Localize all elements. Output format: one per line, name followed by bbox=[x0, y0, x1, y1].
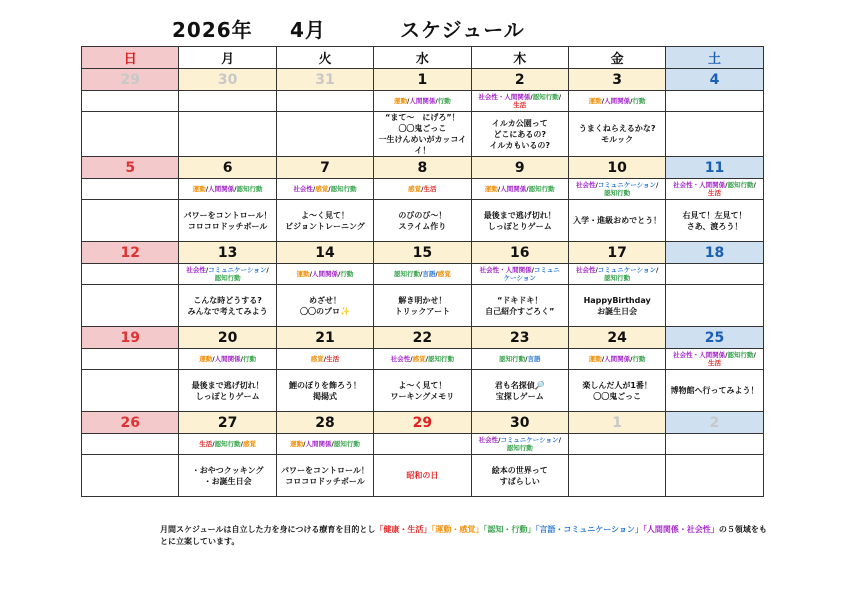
activity-line: 自己紹介すごろく” bbox=[485, 306, 555, 316]
activity-line: 解き明かせ！ bbox=[398, 295, 447, 305]
day-activity bbox=[666, 370, 763, 412]
domain-tag: / bbox=[725, 181, 728, 189]
day-domain-tags bbox=[374, 434, 471, 455]
domain-tag: / bbox=[337, 270, 341, 278]
day-domain-tags bbox=[666, 179, 763, 200]
day-activity bbox=[179, 285, 276, 327]
date-row bbox=[82, 327, 764, 349]
domain-tag: / bbox=[531, 266, 534, 274]
day-domain-tags bbox=[471, 434, 568, 455]
domain-tag: 社会性 bbox=[478, 436, 499, 444]
day-number: 3 bbox=[568, 69, 665, 91]
domain-tag: / bbox=[406, 97, 410, 105]
domain-tag: 社会性・人間関係 bbox=[673, 351, 726, 359]
activity-line: HappyBirthday bbox=[583, 295, 651, 305]
date-row bbox=[82, 157, 764, 179]
domain-tag: / bbox=[303, 440, 306, 448]
day-activity bbox=[82, 285, 179, 327]
activity-line: さあ、渡ろう！ bbox=[686, 221, 743, 231]
activity-line: 鯉のぼりを飾ろう！ bbox=[288, 380, 361, 390]
domain-tag: 「認知・行動」 bbox=[483, 525, 536, 534]
day-activity bbox=[374, 112, 471, 157]
domain-tag: 認知行動 bbox=[330, 185, 357, 193]
domain-tag: / bbox=[328, 185, 331, 193]
domain-tag: 感覚 bbox=[408, 185, 422, 193]
day-activity bbox=[374, 370, 471, 412]
domain-tag: 行動 bbox=[340, 270, 354, 278]
activity-row bbox=[82, 112, 764, 157]
weekday-header: 土 bbox=[666, 47, 763, 69]
domain-tag: / bbox=[421, 185, 424, 193]
domain-tag: / bbox=[323, 355, 327, 363]
schedule-calendar bbox=[81, 46, 764, 497]
day-number: 15 bbox=[374, 242, 471, 264]
day-activity bbox=[568, 112, 665, 157]
activity-line: ワーキングメモリ bbox=[390, 391, 455, 401]
domain-tag: 感覚 bbox=[437, 270, 451, 278]
domain-tag: 感覚 bbox=[242, 440, 256, 448]
domain-tag: / bbox=[558, 436, 561, 444]
domain-tag: 生活 bbox=[708, 189, 722, 197]
day-domain-tags bbox=[82, 91, 179, 112]
domain-tag: / bbox=[497, 185, 501, 193]
domain-tag: / bbox=[410, 355, 413, 363]
tags-row bbox=[82, 349, 764, 370]
domain-tag: コミュニケーション bbox=[208, 266, 267, 274]
domain-tag: 生活 bbox=[199, 440, 213, 448]
domain-tag: 人間関係 bbox=[409, 97, 436, 105]
domain-tag: 社会性 bbox=[186, 266, 206, 274]
day-domain-tags bbox=[666, 434, 763, 455]
activity-line: こんな時どうする? bbox=[193, 295, 262, 305]
activity-line: みんなで考えてみよう bbox=[187, 306, 268, 316]
day-number: 8 bbox=[374, 157, 471, 179]
activity-line: 一生けんめいがカッコイイ！ bbox=[378, 135, 467, 155]
day-domain-tags bbox=[276, 349, 373, 370]
domain-tag: 「言語・コミュニケーション」 bbox=[535, 525, 643, 534]
activity-line: トリックアート bbox=[394, 306, 451, 316]
activity-line: 昭和の日 bbox=[406, 471, 439, 480]
activity-line: のびのび～！ bbox=[398, 210, 447, 220]
domain-tag: 社会性 bbox=[575, 266, 596, 274]
day-number: 23 bbox=[471, 327, 568, 349]
domain-tag: 運動 bbox=[199, 355, 213, 363]
day-number: 14 bbox=[276, 242, 373, 264]
day-activity bbox=[666, 112, 763, 157]
activity-line: 右見て！左見て！ bbox=[682, 210, 747, 220]
domain-tag: 感覚 bbox=[315, 185, 329, 193]
day-number: 22 bbox=[374, 327, 471, 349]
day-domain-tags bbox=[666, 91, 763, 112]
day-number: 13 bbox=[179, 242, 276, 264]
day-domain-tags bbox=[374, 349, 471, 370]
activity-line: パワーをコントロール！ bbox=[183, 210, 272, 220]
day-number: 19 bbox=[82, 327, 179, 349]
day-number: 29 bbox=[82, 69, 179, 91]
day-number: 4 bbox=[666, 69, 763, 91]
title-label: スケジュール bbox=[400, 18, 525, 42]
domain-tag: 社会性 bbox=[293, 185, 313, 193]
domain-tag: コミュニケーション bbox=[500, 436, 559, 444]
domain-tag: 生活 bbox=[326, 355, 340, 363]
activity-line: 掲揚式 bbox=[312, 391, 337, 401]
domain-tag: 社会性・人間関係 bbox=[479, 266, 532, 274]
domain-tag: / bbox=[234, 185, 237, 193]
activity-line: イルカもいるの? bbox=[489, 140, 551, 150]
day-domain-tags bbox=[179, 91, 276, 112]
day-number: 7 bbox=[276, 157, 373, 179]
domain-tag: / bbox=[725, 351, 728, 359]
day-domain-tags bbox=[471, 179, 568, 200]
weekday-header: 月 bbox=[179, 47, 276, 69]
day-domain-tags bbox=[82, 179, 179, 200]
domain-tag: 認知行動 bbox=[727, 181, 754, 189]
day-number: 1 bbox=[568, 412, 665, 434]
domain-tag: コミュニ bbox=[534, 266, 560, 274]
day-domain-tags bbox=[374, 179, 471, 200]
day-domain-tags bbox=[568, 264, 665, 285]
day-activity bbox=[82, 370, 179, 412]
day-activity bbox=[82, 455, 179, 497]
day-activity bbox=[82, 200, 179, 242]
activity-line: お誕生日会 bbox=[597, 306, 638, 316]
activity-line: よ～く見て！ bbox=[398, 380, 447, 390]
domain-tag: 人間関係 bbox=[604, 355, 631, 363]
tags-row bbox=[82, 179, 764, 200]
activity-line: スライム作り bbox=[398, 221, 447, 231]
day-activity bbox=[374, 285, 471, 327]
day-activity bbox=[276, 455, 373, 497]
day-activity bbox=[471, 370, 568, 412]
domain-tag: 運動 bbox=[290, 440, 304, 448]
domain-tag: 人間関係 bbox=[305, 440, 332, 448]
activity-line: どこにあるの? bbox=[493, 129, 547, 139]
day-number: 20 bbox=[179, 327, 276, 349]
date-row bbox=[82, 242, 764, 264]
domain-tag: / bbox=[212, 440, 215, 448]
domain-tag: 「人間関係・社会性」 bbox=[642, 525, 719, 534]
domain-tag: / bbox=[240, 440, 243, 448]
domain-tag: 感覚 bbox=[310, 355, 324, 363]
day-number: 2 bbox=[666, 412, 763, 434]
domain-tag: 生活 bbox=[423, 185, 437, 193]
domain-tag: コミュニケーション bbox=[597, 266, 656, 274]
day-activity bbox=[374, 200, 471, 242]
domain-tag: / bbox=[212, 355, 215, 363]
day-activity bbox=[666, 455, 763, 497]
domain-tag: 「運動・感覚」 bbox=[431, 525, 484, 534]
domain-tag: 認知行動 bbox=[727, 351, 754, 359]
domain-tag: / bbox=[435, 270, 438, 278]
day-domain-tags bbox=[568, 349, 665, 370]
title-year: 2026年 bbox=[172, 18, 253, 42]
domain-tag: 認知行動 bbox=[236, 185, 263, 193]
domain-tag: / bbox=[240, 355, 243, 363]
activity-line: 絵本の世界って bbox=[491, 465, 548, 475]
weekday-header-row bbox=[82, 47, 764, 69]
activity-line: “まて～ にげろ”！ bbox=[385, 113, 460, 122]
weekday-header: 水 bbox=[374, 47, 471, 69]
day-number: 30 bbox=[179, 69, 276, 91]
domain-tag: 「健康・生活」 bbox=[375, 525, 432, 534]
domain-tag: / bbox=[266, 266, 269, 274]
day-domain-tags bbox=[471, 264, 568, 285]
day-activity bbox=[471, 200, 568, 242]
domain-tag: 言語 bbox=[527, 355, 541, 363]
activity-line: 〇〇鬼ごっこ bbox=[398, 124, 447, 133]
domain-tag: 月間スケジュールは自立した力を身につける療育を目的とし bbox=[160, 525, 376, 534]
activity-line: 最後まで逃げ切れ！ bbox=[483, 210, 556, 220]
domain-tag: 運動 bbox=[588, 355, 602, 363]
activity-line: イルカ公園って bbox=[491, 118, 548, 128]
domain-tag: 社会性 bbox=[575, 181, 596, 189]
day-activity bbox=[471, 112, 568, 157]
activity-row bbox=[82, 370, 764, 412]
title-month: 4月 bbox=[290, 18, 326, 42]
domain-tag: 行動 bbox=[242, 355, 256, 363]
day-number: 11 bbox=[666, 157, 763, 179]
domain-tag: 認知行動 bbox=[532, 93, 559, 101]
day-activity bbox=[374, 455, 471, 497]
day-domain-tags bbox=[276, 91, 373, 112]
day-activity bbox=[568, 285, 665, 327]
day-domain-tags bbox=[471, 349, 568, 370]
activity-row bbox=[82, 285, 764, 327]
day-domain-tags bbox=[82, 434, 179, 455]
domain-tag: 人間関係 bbox=[604, 97, 631, 105]
domain-tag: 人間関係 bbox=[214, 355, 241, 363]
domain-tag: 運動 bbox=[588, 97, 602, 105]
day-domain-tags bbox=[82, 349, 179, 370]
domain-tag: 社会性 bbox=[390, 355, 411, 363]
activity-row bbox=[82, 200, 764, 242]
activity-line: 最後まで逃げ切れ！ bbox=[191, 380, 264, 390]
domain-tag: / bbox=[601, 355, 605, 363]
domain-tag: 感覚 bbox=[412, 355, 426, 363]
domain-tag: / bbox=[530, 93, 533, 101]
day-domain-tags bbox=[568, 179, 665, 200]
domain-tag: 認知行動 bbox=[214, 440, 241, 448]
day-domain-tags bbox=[276, 264, 373, 285]
day-number: 2 bbox=[471, 69, 568, 91]
day-activity bbox=[276, 370, 373, 412]
activity-line: コロコロドッチボール bbox=[285, 476, 365, 486]
day-number: 9 bbox=[471, 157, 568, 179]
domain-tag: / bbox=[595, 266, 598, 274]
day-number: 27 bbox=[179, 412, 276, 434]
day-number: 6 bbox=[179, 157, 276, 179]
domain-tag: / bbox=[753, 181, 756, 189]
activity-line: 〇〇のプロ✨ bbox=[299, 306, 350, 316]
domain-tag: / bbox=[312, 185, 316, 193]
domain-tag: コミュニケーション bbox=[597, 181, 656, 189]
day-domain-tags bbox=[179, 179, 276, 200]
day-activity bbox=[666, 285, 763, 327]
domain-tag: 認知行動 bbox=[506, 444, 533, 452]
day-activity bbox=[179, 200, 276, 242]
day-activity bbox=[82, 112, 179, 157]
day-number: 30 bbox=[471, 412, 568, 434]
day-number: 12 bbox=[82, 242, 179, 264]
domain-tag: 行動 bbox=[437, 97, 451, 105]
domain-tag: / bbox=[558, 93, 562, 101]
domain-tag: ケーション bbox=[503, 274, 536, 282]
domain-tag: 認知行動 bbox=[604, 274, 631, 282]
domain-tag: / bbox=[595, 181, 598, 189]
weekday-header: 木 bbox=[471, 47, 568, 69]
day-number: 28 bbox=[276, 412, 373, 434]
domain-tag: 認知行動 bbox=[214, 274, 241, 282]
domain-tag: 運動 bbox=[296, 270, 310, 278]
tags-row bbox=[82, 434, 764, 455]
day-activity bbox=[568, 455, 665, 497]
activity-line: 入学・進級おめでとう！ bbox=[573, 216, 662, 225]
day-number: 18 bbox=[666, 242, 763, 264]
domain-tag: / bbox=[205, 185, 209, 193]
day-number: 10 bbox=[568, 157, 665, 179]
domain-tag: / bbox=[526, 185, 529, 193]
activity-line: よ～く見て！ bbox=[300, 210, 349, 220]
day-domain-tags bbox=[82, 264, 179, 285]
day-activity bbox=[276, 112, 373, 157]
domain-tag: 認知行動 bbox=[333, 440, 360, 448]
day-domain-tags bbox=[276, 179, 373, 200]
domain-tag: / bbox=[425, 355, 428, 363]
activity-line: 〇〇鬼ごっこ bbox=[593, 391, 642, 401]
domain-tag: 生活 bbox=[513, 101, 527, 109]
activity-line: 博物館へ行ってみよう！ bbox=[670, 386, 759, 395]
day-activity bbox=[276, 285, 373, 327]
day-number: 26 bbox=[82, 412, 179, 434]
tags-row bbox=[82, 264, 764, 285]
day-activity bbox=[179, 370, 276, 412]
domain-tag: / bbox=[655, 181, 659, 189]
domain-tag: 認知行動 bbox=[604, 189, 631, 197]
day-domain-tags bbox=[568, 91, 665, 112]
day-number: 21 bbox=[276, 327, 373, 349]
domain-tag: / bbox=[435, 97, 438, 105]
domain-tag: / bbox=[309, 270, 312, 278]
domain-tag: 認知行動 bbox=[499, 355, 526, 363]
activity-line: パワーをコントロール！ bbox=[281, 465, 369, 475]
day-number: 29 bbox=[374, 412, 471, 434]
activity-line: “ドキドキ！ bbox=[497, 295, 543, 305]
activity-line: しっぽとりゲーム bbox=[195, 391, 260, 401]
page-title bbox=[172, 14, 525, 43]
activity-line: コロコロドッチボール bbox=[187, 221, 268, 231]
day-activity bbox=[568, 370, 665, 412]
day-domain-tags bbox=[374, 264, 471, 285]
day-activity bbox=[276, 200, 373, 242]
day-activity bbox=[666, 200, 763, 242]
domain-tag: / bbox=[630, 355, 633, 363]
domain-tag: 運動 bbox=[484, 185, 498, 193]
domain-tag: / bbox=[525, 355, 528, 363]
day-domain-tags bbox=[568, 434, 665, 455]
day-number: 16 bbox=[471, 242, 568, 264]
domain-tag: 人間関係 bbox=[208, 185, 235, 193]
day-activity bbox=[471, 455, 568, 497]
day-domain-tags bbox=[374, 91, 471, 112]
domain-tag: / bbox=[498, 436, 501, 444]
activity-line: モルック bbox=[601, 135, 634, 144]
day-domain-tags bbox=[179, 434, 276, 455]
activity-line: うまくねらえるかな? bbox=[578, 124, 656, 133]
domain-tag: / bbox=[655, 266, 659, 274]
day-number: 24 bbox=[568, 327, 665, 349]
domain-tag: 社会性・人間関係 bbox=[478, 93, 531, 101]
activity-line: ビジョントレーニング bbox=[285, 221, 365, 231]
domain-tag: / bbox=[601, 97, 605, 105]
activity-row bbox=[82, 455, 764, 497]
domain-tag: 人間関係 bbox=[311, 270, 338, 278]
domain-tag: 生活 bbox=[708, 359, 722, 367]
day-number: 31 bbox=[276, 69, 373, 91]
day-domain-tags bbox=[179, 264, 276, 285]
day-domain-tags bbox=[471, 91, 568, 112]
day-activity bbox=[471, 285, 568, 327]
weekday-header: 金 bbox=[568, 47, 665, 69]
domain-tag: / bbox=[205, 266, 209, 274]
activity-line: すばらしい bbox=[499, 476, 540, 486]
day-domain-tags bbox=[666, 349, 763, 370]
tags-row bbox=[82, 91, 764, 112]
domain-tag: 行動 bbox=[632, 355, 646, 363]
domain-tag: / bbox=[753, 351, 756, 359]
day-activity bbox=[568, 200, 665, 242]
day-activity bbox=[179, 112, 276, 157]
domain-tag: / bbox=[331, 440, 334, 448]
domain-tag: 人間関係 bbox=[500, 185, 527, 193]
day-number: 25 bbox=[666, 327, 763, 349]
domain-tag: / bbox=[419, 270, 423, 278]
weekday-header: 火 bbox=[276, 47, 373, 69]
day-activity bbox=[179, 455, 276, 497]
day-domain-tags bbox=[666, 264, 763, 285]
activity-line: めざせ！ bbox=[308, 295, 341, 305]
domain-tag: 認知行動 bbox=[427, 355, 454, 363]
activity-line: ・おやつクッキング bbox=[191, 465, 264, 475]
activity-line: 楽しんだ人が1番！ bbox=[582, 380, 652, 390]
date-row bbox=[82, 412, 764, 434]
day-number: 5 bbox=[82, 157, 179, 179]
activity-line: ・お誕生日会 bbox=[203, 476, 252, 486]
day-number: 17 bbox=[568, 242, 665, 264]
weekday-header: 日 bbox=[82, 47, 179, 69]
domain-tag: 運動 bbox=[192, 185, 206, 193]
day-number: 1 bbox=[374, 69, 471, 91]
activity-line: 宝探しゲーム bbox=[495, 391, 544, 401]
day-domain-tags bbox=[179, 349, 276, 370]
day-domain-tags bbox=[276, 434, 373, 455]
activity-line: しっぽとりゲーム bbox=[487, 221, 552, 231]
domain-tag: 認知行動 bbox=[528, 185, 555, 193]
domain-tag: の５領域をもとに立案しています。 bbox=[160, 525, 767, 546]
footer-note bbox=[160, 524, 772, 548]
domain-tag: 認知行動 bbox=[393, 270, 420, 278]
activity-line: 君も名探偵🔎 bbox=[494, 380, 545, 390]
domain-tag: 言語 bbox=[422, 270, 436, 278]
date-row bbox=[82, 69, 764, 91]
domain-tag: / bbox=[630, 97, 633, 105]
domain-tag: 行動 bbox=[632, 97, 646, 105]
domain-tag: 運動 bbox=[393, 97, 407, 105]
domain-tag: 社会性・人間関係 bbox=[673, 181, 726, 189]
